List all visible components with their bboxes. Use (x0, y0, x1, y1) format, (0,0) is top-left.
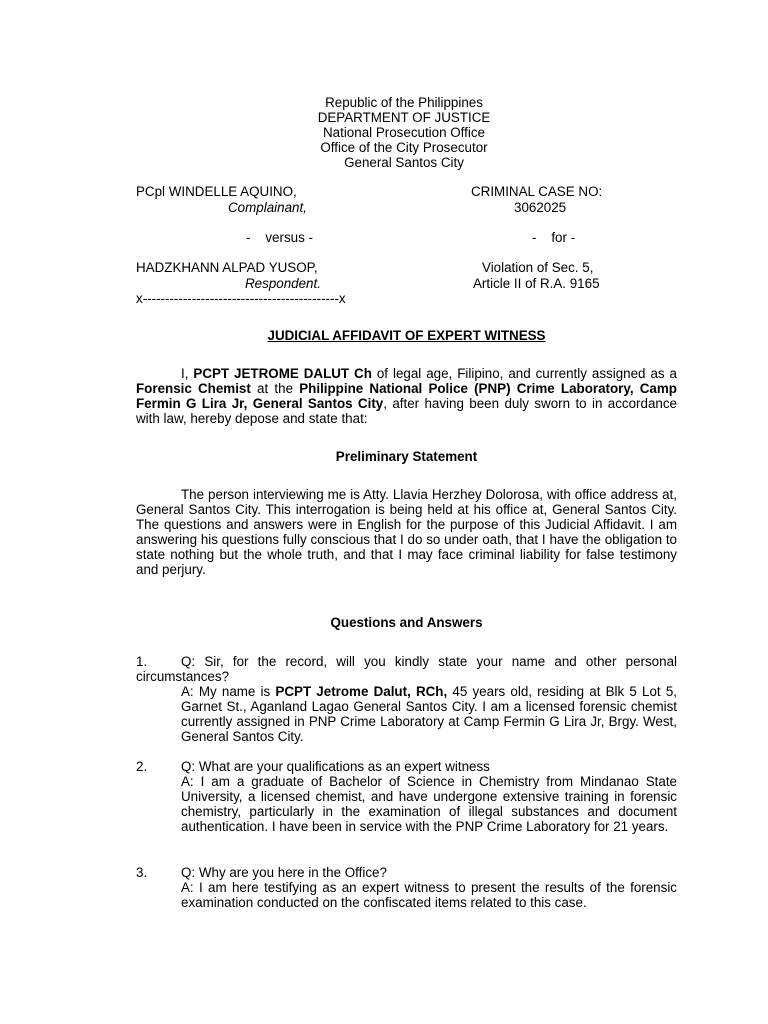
header-prosecutor: Office of the City Prosecutor (320, 140, 488, 155)
respondent-name: HADZKHANN ALPAD YUSOP, (136, 260, 318, 275)
answer-3: A: I am here testifying as an expert witness to present the results of the forensic examination conducted on the confiscated items related to this case. (181, 880, 677, 910)
for-label: - for - (532, 230, 576, 245)
preliminary-paragraph: The person interviewing me is Atty. Llavia Herzhey Dolorosa, with office address at, General Santos City. This interrogation is being held at his office at, General Santos City. The questions and answers were in English for the purpose of this Judicial Affidavit. I am answering his questions fully conscious that I do so under oath, that I have the obligation to state nothing but the whole truth, and that I may face criminal liability for false testimony and perjury. (136, 487, 677, 577)
case-label: CRIMINAL CASE NO: (471, 184, 603, 199)
question-2: Q: What are your qualifications as an expert witness (181, 759, 490, 774)
question-number-3: 3. (136, 865, 148, 880)
document-header (0, 95, 768, 170)
answer-2: A: I am a graduate of Bachelor of Science in Chemistry from Mindanao State University, a licensed chemist, and have undergone extensive training in forensic chemistry, particularly in the examination of illegal substances and document authentication. I have been in service with the PNP Crime Laboratory for 21 years. (181, 774, 677, 834)
violation-line2: Article II of R.A. 9165 (473, 276, 600, 291)
header-office: National Prosecution Office (322, 125, 485, 140)
question-number-2: 2. (136, 759, 148, 774)
violation-line1: Violation of Sec. 5, (482, 260, 594, 275)
qa-heading: Questions and Answers (330, 615, 483, 630)
respondent-role: Respondent. (245, 276, 321, 291)
question-3: Q: Why are you here in the Office? (181, 865, 387, 880)
question-number-1: 1. (136, 654, 148, 669)
preliminary-heading: Preliminary Statement (335, 449, 478, 464)
document-title: JUDICIAL AFFIDAVIT OF EXPERT WITNESS (267, 328, 546, 343)
header-department: DEPARTMENT OF JUSTICE (317, 110, 491, 125)
complainant-name: PCpl WINDELLE AQUINO, (136, 184, 297, 199)
complainant-role: Complainant, (228, 200, 307, 215)
answer-1: A: My name is PCPT Jetrome Dalut, RCh, 45 years old, residing at Blk 5 Lot 5, Garnet St., Aganland Lagao General Santos City. I am a licensed forensic chemist currently assigned in PNP Crime Laboratory at Camp Fermin G Lira Jr, Brgy. West, General Santos City. (181, 684, 677, 744)
case-number: 3062025 (514, 200, 567, 215)
question-1: Q: Sir, for the record, will you kindly state your name and other personal circumstances? (136, 654, 677, 684)
header-city: General Santos City (344, 155, 464, 170)
intro-paragraph: I, PCPT JETROME DALUT Ch of legal age, Filipino, and currently assigned as a Forensic Chemist at the Philippine National Police (PNP) Crime Laboratory, Camp Fermin G Lira Jr, General Santos City, after having been duly sworn to in accordance with law, hereby depose and state that: (136, 366, 677, 426)
header-republic: Republic of the Philippines (325, 95, 483, 110)
versus-label: - versus - (246, 230, 313, 245)
caption-separator: x--------------------------------------------x (136, 291, 346, 306)
